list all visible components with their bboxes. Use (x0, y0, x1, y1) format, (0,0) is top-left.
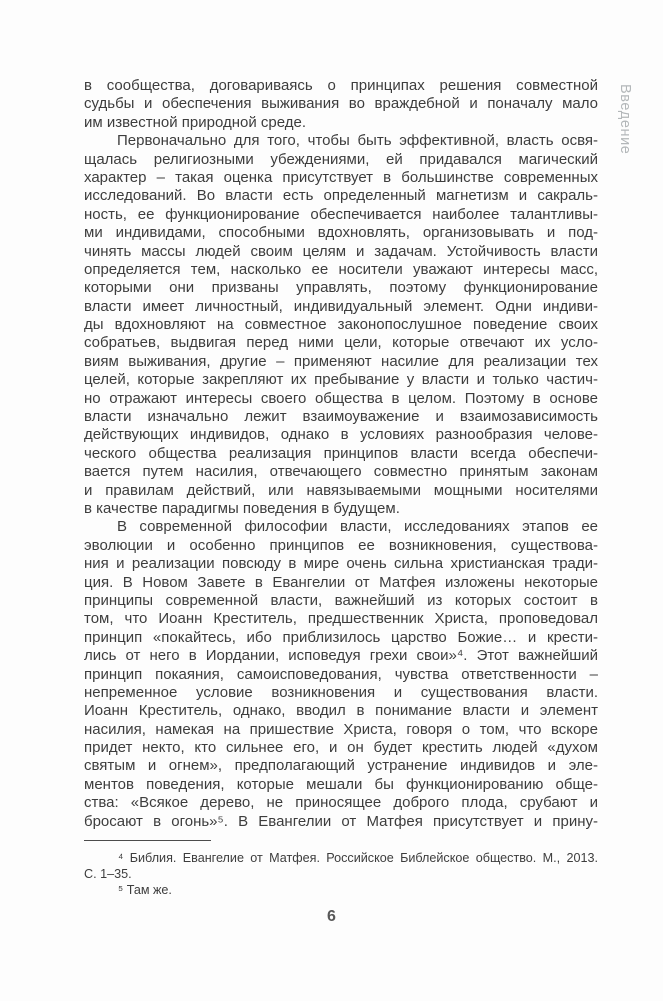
footnote-line: ⁵ Там же. (118, 883, 172, 898)
text-line: ментов поведения, которые мешали бы функционированию обще- (84, 775, 598, 793)
text-line: которыми они призваны управлять, поэтому функционирование (84, 279, 598, 297)
text-line: судьбы и обеспечения выживания во враждебной и поначалу мало (84, 95, 598, 113)
chapter-margin-label: Введение (617, 84, 633, 155)
text-line: в сообщества, договариваясь о принципах решения совместной (84, 77, 598, 94)
text-line: власти изначально лежит взаимоуважение и взаимозависимость (84, 408, 598, 426)
text-line: ства: «Всякое дерево, не приносящее доброго плода, срубают и (84, 794, 598, 812)
text-line: принципы современной власти, важнейший из которых состоит в (84, 591, 598, 609)
text-line: определяется тем, насколько ее носители уважают интересы масс, (84, 260, 598, 278)
footnote-separator-rule (84, 840, 211, 841)
text-line: эволюции и особенно принципов ее возникновения, существова- (84, 536, 598, 554)
text-line: в качестве парадигмы поведения в будущем. (84, 499, 400, 517)
text-line: им известной природной среде. (84, 113, 307, 131)
text-line: исследований. Во власти есть определенный магнетизм и сакраль- (84, 187, 598, 205)
text-line: целей, которые закрепляют их пребывание у власти и только частич- (84, 371, 598, 389)
text-line: ция. В Новом Завете в Евангелии от Матфея изложены некоторые (84, 573, 598, 591)
text-line: ми индивидами, способными вдохновлять, организовывать и под- (84, 224, 598, 242)
text-line: характер – такая оценка присутствует в большинстве современных (84, 168, 598, 186)
text-line: ния и реализации повсюду в мире очень сильна христианская тради- (84, 555, 598, 573)
footnote-line: С. 1–35. (84, 867, 132, 882)
text-line: ность, ее функционирование обеспечивается наиболее талантливы- (84, 205, 598, 223)
text-line: придет некто, кто сильнее его, и он будет крестить людей «духом (84, 739, 598, 757)
text-line: виям выживания, другие – применяют насилие для реализации тех (84, 352, 598, 370)
text-line: чинять массы людей своим целям и задачам. Устойчивость власти (84, 242, 598, 260)
text-line: и правилам действий, или навязываемыми мощными носителями (84, 481, 598, 499)
text-line: Первоначально для того, чтобы быть эффективной, власть освя- (117, 132, 598, 150)
text-line: ческого общества реализация принципов власти всегда обеспечи- (84, 444, 598, 462)
text-line: насилия, намекая на пришествие Христа, говоря о том, что вскоре (84, 720, 598, 738)
footnote-line: ⁴ Библия. Евангелие от Матфея. Российское Библейское общество. М., 2013. (118, 851, 598, 865)
text-line: собратьев, выдвигая перед ними цели, которые отвечают их усло- (84, 334, 598, 352)
text-line: лись от него в Иордании, исповедуя грехи свои»⁴. Этот важнейший (84, 647, 598, 665)
text-line: ды вдохновляют на совместное законопослушное поведение своих (84, 316, 598, 334)
text-line: том, что Иоанн Креститель, предшественник Христа, проповедовал (84, 610, 598, 628)
text-line: действующих индивидов, однако в условиях разнообразия челове- (84, 426, 598, 444)
text-line: власти имеет личностный, индивидуальный элемент. Одни индиви- (84, 297, 598, 315)
text-line: принцип покаяния, самоисповедования, чувства ответственности – (84, 665, 598, 683)
text-line: но отражают интересы своего общества в целом. Поэтому в основе (84, 389, 598, 407)
footnotes-section (84, 840, 598, 899)
text-line: святым и огнем», предполагающий устранение индивидов и эле- (84, 757, 598, 775)
text-line: Иоанн Креститель, однако, вводил в понимание власти и элемент (84, 702, 598, 720)
text-line: принцип «покайтесь, ибо приблизилось царство Божие… и крести- (84, 628, 598, 646)
text-line: В современной философии власти, исследованиях этапов ее (117, 518, 598, 536)
text-line: непременное условие возникновения и существования власти. (84, 683, 598, 701)
body-text-block (84, 77, 598, 831)
text-line: бросают в огонь»⁵. В Евангелии от Матфея присутствует и прину- (84, 812, 598, 830)
text-line: щалась религиозными убеждениями, ей придавался магический (84, 150, 598, 168)
footnote-lines (84, 850, 598, 899)
page-number: 6 (327, 908, 336, 925)
text-line: вается путем насилия, отвечающего совместно принятым законам (84, 463, 598, 481)
